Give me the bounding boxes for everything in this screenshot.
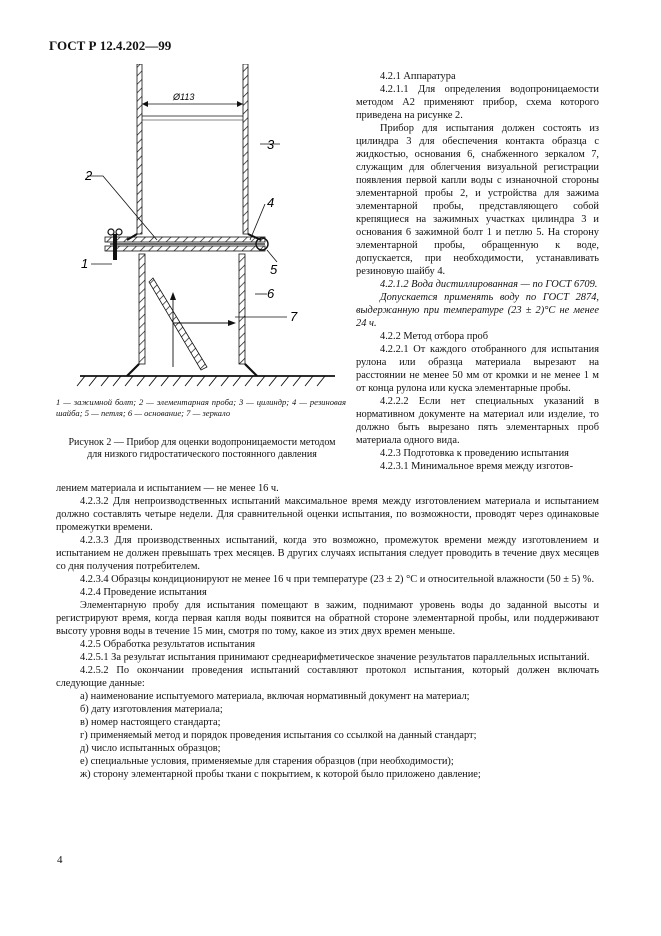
paragraph: Прибор для испытания должен состоять из цилиндра 3 для обеспечения контакта образца с жидкостью, основания 6, снабженного зеркалом 7, служащим для облегчения визуальной регистрации появления первой капли воды с изнаночной стороны элементарной пробы 2, и устройства для зажима элементарной пробы, представляющего собой крепящиеся на зажимных участках цилиндра 3 и основания 6 зажимной болт 1 и петлю 5. На сторону элементарной пробы, обращенную к воде, допускается, при необходимости, устанавливать резиновую шайбу 4. (356, 123, 599, 277)
paragraph: 4.2.5.2 По окончании проведения испытаний составляют протокол испытания, который должен включать следующие данные: (56, 665, 599, 689)
right-column-text (356, 70, 599, 473)
callout-7: 7 (290, 309, 298, 324)
apparatus-figure (55, 64, 350, 399)
list-item: в) номер настоящего стандарта; (80, 717, 221, 728)
section-heading: 4.2.2 Метод отбора проб (380, 331, 488, 342)
figure-caption: Рисунок 2 — Прибор для оценки водопроницаемости методом для низкого гидростатического постоянного давления (68, 437, 336, 460)
list-item: е) специальные условия, применяемые для старения образцов (при необходимости); (80, 756, 454, 767)
paragraph: 4.2.3.4 Образцы кондиционируют не менее 16 ч при температуре (23 ± 2) °С и относительной влажности (50 ± 5) %. (80, 574, 595, 585)
paragraph: 4.2.2.1 От каждого отобранного для испытания рулона или образца материала вырезают на расстоянии не менее 50 мм от кромки и не менее 1 м от конца рулона или куска элементарные пробы. (356, 344, 599, 394)
section-heading: 4.2.1 Аппаратура (380, 71, 456, 82)
mirror (149, 278, 207, 370)
paragraph: лением материала и испытанием — не менее 16 ч. (56, 483, 279, 494)
callout-5: 5 (270, 262, 278, 277)
callout-4: 4 (267, 195, 275, 210)
paragraph: 4.2.1.2 Вода дистиллированная — по ГОСТ 6709. (380, 279, 598, 290)
base (127, 254, 257, 376)
callout-6: 6 (267, 286, 275, 301)
page-number: 4 (57, 854, 63, 866)
paragraph: 4.2.1.1 Для определения водопроницаемости методом А2 применяют прибор, схема которого приведена на рисунке 2. (356, 84, 599, 121)
paragraph: Допускается применять воду по ГОСТ 2874, выдержанную при температуре (23 ± 2)°С не менее 24 ч. (356, 292, 599, 329)
figure-legend: 1 — зажимной болт; 2 — элементарная проба; 3 — цилиндр; 4 — резиновая шайба; 5 — петля; 6 — основание; 7 — зеркало (56, 397, 346, 418)
callout-2: 2 (85, 168, 93, 183)
section-heading: 4.2.4 Проведение испытания (80, 587, 207, 598)
document-header: ГОСТ Р 12.4.202—99 (49, 38, 172, 53)
cylinder (127, 64, 261, 240)
paragraph: 4.2.3.2 Для непроизводственных испытаний максимальное время между изготовлением материала и испытанием должно составлять четыре недели. Для сравнительной оценки испытания, по возможности, проводят через одинаковые промежутки времени. (56, 496, 599, 533)
callout-3: 3 (267, 137, 275, 152)
paragraph: 4.2.2.2 Если нет специальных указаний в нормативном документе на материал или изделие, то должно быть вырезано пять элементарных проб материала одного вида. (356, 396, 599, 446)
section-heading: 4.2.5 Обработка результатов испытания (80, 639, 256, 650)
list-item: б) дату изготовления материала; (80, 704, 223, 715)
list-item: а) наименование испытуемого материала, включая нормативный документ на материал; (80, 691, 470, 702)
full-width-text (56, 482, 599, 781)
section-heading: 4.2.3 Подготовка к проведению испытания (380, 448, 569, 459)
diameter-dimension (142, 92, 243, 107)
paragraph: Элементарную пробу для испытания помещают в зажим, поднимают уровень воды до заданной высоты и регистрируют время, когда первая капля воды появится на обратной стороне элементарной пробы, или поддерживают высоту уровня воды в течение 15 мин, смотря по тому, какое из этих двух времен меньше. (56, 600, 599, 637)
list-item: г) применяемый метод и порядок проведения испытания со ссылкой на данный стандарт; (80, 730, 477, 741)
callout-1: 1 (81, 256, 89, 271)
apparatus-diagram (55, 64, 350, 399)
paragraph: 4.2.5.1 За результат испытания принимают среднеарифметическое значение результатов параллельных испытаний. (80, 652, 590, 663)
paragraph: 4.2.3.1 Минимальное время между изготов- (380, 461, 574, 472)
report-items-list (56, 690, 599, 781)
list-item: д) число испытанных образцов; (80, 743, 221, 754)
diameter-label: Ø113 (173, 92, 195, 102)
ground (77, 376, 335, 386)
list-item: ж) сторону элементарной пробы ткани с покрытием, к которой было приложено давление; (80, 769, 481, 780)
paragraph: 4.2.3.3 Для производственных испытаний, когда это возможно, промежуток времени между изготовлением и испытанием не должен превышать трех месяцев. В других случаях испытания следует проводить в течение двух месяцев со дня получения потребителем. (56, 535, 599, 572)
